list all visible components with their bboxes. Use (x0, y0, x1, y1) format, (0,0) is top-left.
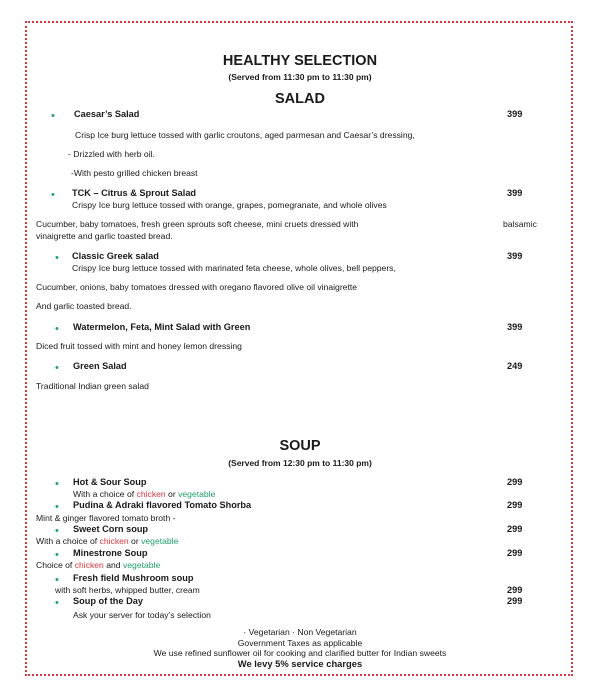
non-veg-option: chicken (99, 536, 129, 546)
menu-item-name: Caesar’s Salad (74, 109, 140, 119)
menu-item-description: Crispy Ice burg lettuce tossed with marinated feta cheese, whole olives, bell peppers, (72, 263, 396, 273)
menu-item-description: Cucumber, baby tomatoes, fresh green sprouts soft cheese, mini cruets dressed with (36, 219, 359, 229)
menu-item-description: Mint & ginger flavored tomato broth - (36, 513, 176, 523)
menu-item-description: - Drizzled with herb oil. (68, 149, 155, 159)
bullet-icon: • (55, 478, 59, 490)
menu-item-name: Watermelon, Feta, Mint Salad with Green (73, 322, 251, 332)
veg-option: vegetable (141, 536, 179, 546)
menu-title: HEALTHY SELECTION (222, 53, 378, 69)
menu-item-description: -With pesto grilled chicken breast (71, 168, 198, 178)
menu-item-price: 399 (507, 251, 523, 261)
veg-option: vegetable (178, 489, 216, 499)
menu-item-description: Cucumber, onions, baby tomatoes dressed with oregano flavored olive oil vinaigrette (36, 282, 358, 292)
menu-item-description: Ask your server for today’s selection (73, 610, 211, 620)
bullet-icon: • (55, 252, 59, 264)
desc-connector: or (128, 536, 142, 546)
legend-vegetarian: · Vegetarian (243, 627, 290, 637)
menu-item-price: 249 (507, 361, 523, 371)
menu-item-price: 299 (507, 477, 523, 487)
served-hours: (Served from 11:30 pm to 11:30 pm) (228, 72, 372, 82)
menu-item-name: Hot & Sour Soup (73, 477, 147, 487)
menu-item-description: Traditional Indian green salad (36, 381, 149, 391)
bullet-icon: • (55, 362, 59, 374)
desc-prefix: With a choice of (73, 489, 137, 499)
menu-item-name: Classic Greek salad (72, 251, 159, 261)
desc-prefix: With a choice of (36, 536, 100, 546)
veg-option: vegetable (122, 560, 161, 570)
menu-item-name: TCK – Citrus & Sprout Salad (72, 188, 197, 198)
bullet-icon: • (55, 549, 59, 561)
menu-item-price: 399 (507, 109, 523, 119)
menu-item-name: Minestrone Soup (73, 548, 148, 558)
bullet-icon: • (55, 525, 59, 537)
menu-item-price: 299 (507, 548, 523, 558)
section-heading-salad: SALAD (275, 91, 325, 107)
menu-item-price: 299 (507, 585, 523, 595)
menu-item-price: 299 (507, 500, 523, 510)
bullet-icon: • (51, 189, 55, 201)
menu-item-description: with soft herbs, whipped butter, cream (55, 585, 200, 595)
bullet-icon: • (51, 110, 55, 122)
bullet-icon: • (55, 501, 59, 513)
legend-non-vegetarian: · Non Vegetarian (292, 627, 357, 637)
non-veg-option: chicken (136, 489, 166, 499)
bullet-icon: • (55, 323, 59, 335)
bullet-icon: • (55, 597, 59, 609)
menu-item-description (36, 560, 160, 570)
desc-connector: or (165, 489, 179, 499)
tax-note: Government Taxes as applicable (237, 638, 363, 648)
soup-served-hours: (Served from 12:30 pm to 11:30 pm) (228, 458, 372, 468)
menu-item-price: 399 (507, 188, 523, 198)
menu-item-description (36, 536, 178, 546)
menu-item-description (73, 489, 215, 499)
menu-item-name: Fresh field Mushroom soup (73, 573, 194, 583)
section-heading-soup: SOUP (279, 438, 321, 454)
menu-item-name: Green Salad (73, 361, 127, 371)
menu-item-description: Crisp Ice burg lettuce tossed with garlic croutons, aged parmesan and Caesar’s dressing, (75, 130, 415, 140)
service-charge-note: We levy 5% service charges (237, 658, 363, 669)
menu-item-description: Crispy Ice burg lettuce tossed with orange, grapes, pomegranate, and whole olives (72, 200, 387, 210)
oil-note: We use refined sunflower oil for cooking and clarified butter for Indian sweets (153, 648, 447, 658)
menu-item-description: vinaigrette and garlic toasted bread. (36, 231, 173, 241)
menu-item-price: 299 (507, 596, 523, 606)
menu-item-description: And garlic toasted bread. (36, 301, 132, 311)
diet-legend (0, 627, 600, 637)
menu-item-price: 399 (507, 322, 523, 332)
menu-item-price: 299 (507, 524, 523, 534)
desc-prefix: Choice of (36, 560, 75, 570)
bullet-icon: • (55, 574, 59, 586)
menu-item-name: Soup of the Day (73, 596, 143, 606)
desc-connector: and (103, 560, 123, 570)
menu-item-description: Diced fruit tossed with mint and honey lemon dressing (36, 341, 242, 351)
menu-item-description: balsamic (503, 219, 537, 229)
menu-item-name: Sweet Corn soup (73, 524, 149, 534)
non-veg-option: chicken (74, 560, 104, 570)
menu-item-name: Pudina & Adraki flavored Tomato Shorba (73, 500, 252, 510)
